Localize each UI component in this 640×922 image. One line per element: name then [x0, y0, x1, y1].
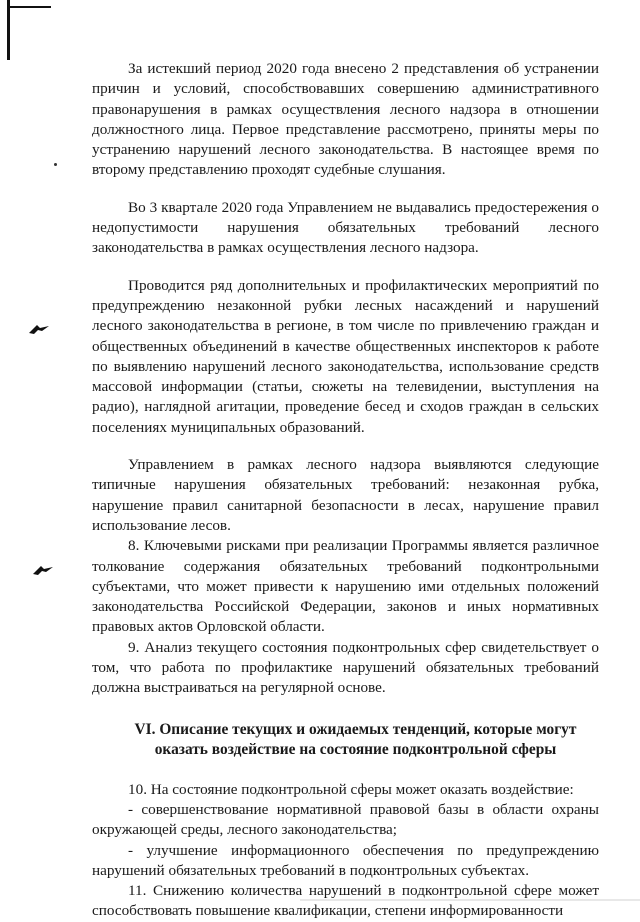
scan-corner-mark-horizontal: [7, 6, 51, 8]
paragraph-influence: 10. На состояние подконтрольной сферы может оказать воздействие:: [128, 780, 574, 798]
scan-artifact-icon: [28, 323, 50, 335]
scan-dot: [54, 163, 57, 166]
section-heading: VI. Описание текущих и ожидаемых тенденций, которые могут оказать воздействие на состояние подконтрольной сферы: [134, 720, 577, 759]
paragraph-preventive-measures: Проводится ряд дополнительных и профилактических мероприятий по предупреждению незаконной рубки лесных насаждений и нарушений лесного законодательства в регионе, в том числе по привлечению граждан и общественных объединений в качестве общественных инспекторов к работе по выявлению нарушений лесного законодательства, использование средств массовой информации (статьи, сюжеты на телевидении, выступления на радио), наглядной агитации, проведение бесед и сходов граждан в сельских поселениях муниципальных образований.: [92, 276, 599, 436]
document-body: [92, 59, 599, 922]
scan-corner-mark: [7, 0, 10, 60]
paragraph-reduction: 11. Снижению количества нарушений в подконтрольной сфере может способствовать повышение квалификации, степени информированности: [92, 882, 599, 920]
list-item-information: - улучшение информационного обеспечения по предупреждению нарушений обязательных требований в подконтрольных субъектах.: [92, 841, 599, 879]
scan-bottom-edge: [300, 899, 640, 901]
paragraph-representations: За истекший период 2020 года внесено 2 представления об устранении причин и условий, способствовавших совершению административного правонарушения в рамках осуществления лесного надзора в отношении должностного лица. Первое представление рассмотрено, приняты меры по устранению нарушений лесного законодательства. В настоящее время по второму представлению проходят судебные слушания.: [92, 60, 599, 179]
paragraph-typical-violations: Управлением в рамках лесного надзора выявляются следующие типичные нарушения обязательных требований: незаконная рубка, нарушение правил санитарной безопасности в лесах, нарушение правил использование лесов.: [92, 456, 599, 534]
scan-artifact-icon: [32, 564, 54, 576]
paragraph-warnings: Во 3 квартале 2020 года Управлением не выдавались предостережения о недопустимости нарушения обязательных требований лесного законодательства в рамках осуществления лесного надзора.: [92, 198, 599, 257]
list-item-legal-base: - совершенствование нормативной правовой базы в области охраны окружающей среды, лесного законодательства;: [92, 800, 599, 839]
paragraph-analysis: 9. Анализ текущего состояния подконтрольных сфер свидетельствует о том, что работа по профилактике нарушений обязательных требований должна выстраиваться на регулярной основе.: [92, 638, 599, 697]
paragraph-key-risks: 8. Ключевыми рисками при реализации Программы является различное толкование содержания обязательных требований подконтрольными субъектами, что может привести к нарушению ими отдельных положений законодательства Российской Федерации, законов и иных нормативных правовых актов Орловской области.: [92, 537, 599, 636]
